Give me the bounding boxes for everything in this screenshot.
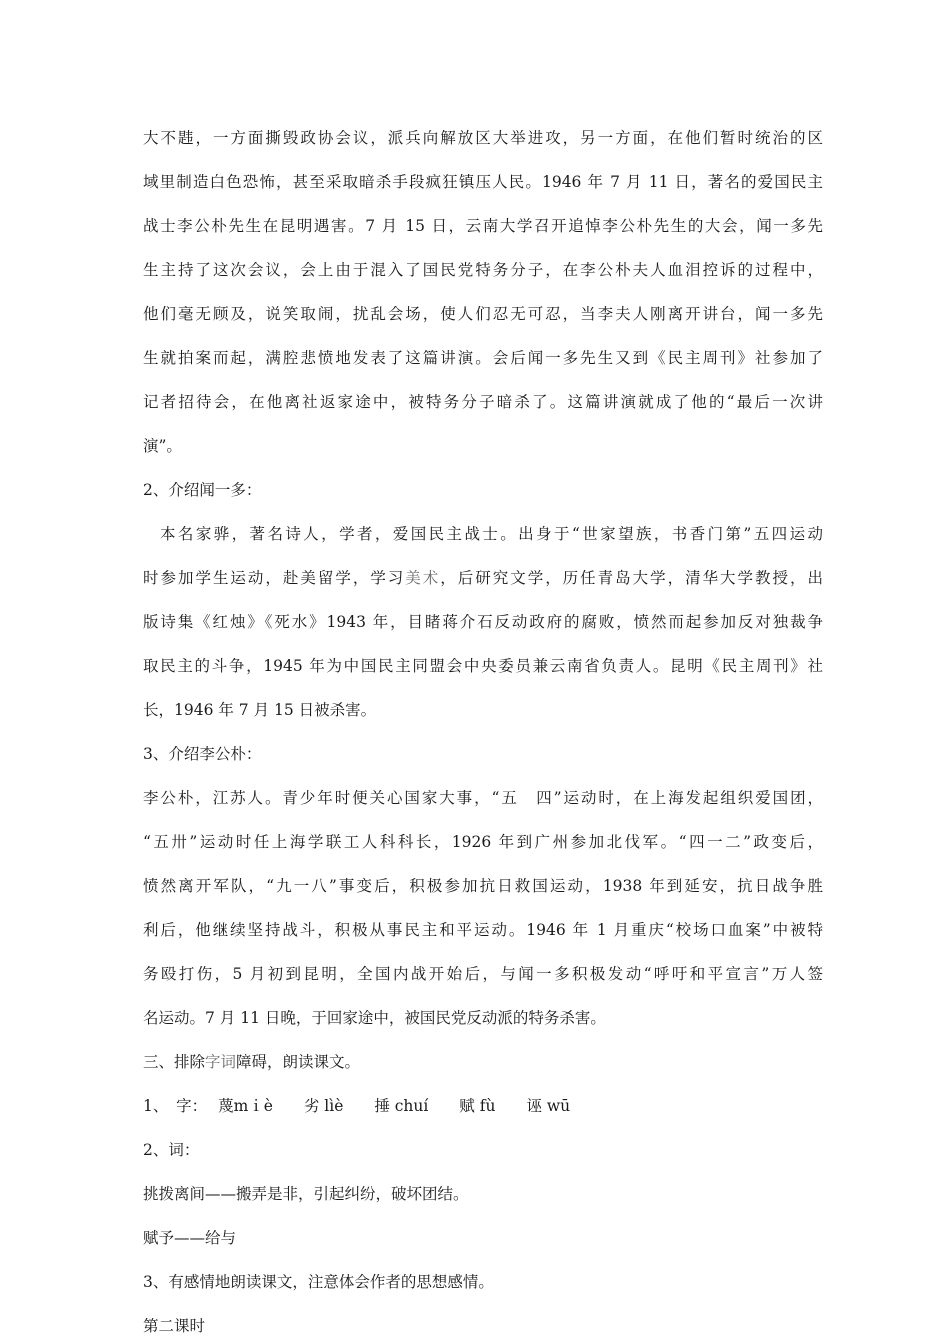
pinyin-item: 诬 wū <box>526 1097 571 1115</box>
paragraph-line: 本名家骅，著名诗人，学者，爱国民主战士。出身于“世家望族，书香门第”五四运动 <box>160 525 823 543</box>
paragraph-line: 他们毫无顾及，说笑取闹，扰乱会场，使人们忍无可忍，当李夫人刚离开讲台，闻一多先 <box>143 305 823 323</box>
pinyin-item: 赋 fù <box>459 1097 496 1115</box>
paragraph-line: 域里制造白色恐怖，甚至采取暗杀手段疯狂镇压人民。1946 年 7 月 11 日，著名的爱国民主 <box>143 173 823 191</box>
paragraph-line: 时参加学生运动，赴美留学，学习美术，后研究文学，历任青岛大学，清华大学教授，出 <box>143 569 823 587</box>
words-heading: 2、词： <box>143 1141 200 1159</box>
section-heading-wen-yiduo: 2、介绍闻一多： <box>143 481 262 499</box>
paragraph-line: 战士李公朴先生在昆明遇害。7 月 15 日，云南大学召开追悼李公朴先生的大会，闻一多先 <box>143 217 823 235</box>
paragraph-line: 取民主的斗争，1945 年为中国民主同盟会中央委员兼云南省负责人。昆明《民主周刊》社 <box>143 657 823 675</box>
pinyin-line <box>143 1095 823 1117</box>
reading-instruction: 3、有感情地朗读课文，注意体会作者的思想感情。 <box>143 1273 494 1291</box>
paragraph-line: 生就拍案而起，满腔悲愤地发表了这篇讲演。会后闻一多先生又到《民主周刊》社参加了 <box>143 349 823 367</box>
pinyin-item: 劣 lìè <box>303 1097 344 1115</box>
paragraph-line: 愤然离开军队，“九一八”事变后，积极参加抗日救国运动，1938 年到延安，抗日战争胜 <box>143 877 823 895</box>
paragraph-line: “五卅”运动时任上海学联工人科科长，1926 年到广州参加北伐军。“四一二”政变后， <box>143 833 823 851</box>
paragraph-line: 长，1946 年 7 月 15 日被杀害。 <box>143 701 377 719</box>
next-lesson-heading: 第二课时 <box>143 1317 206 1335</box>
paragraph-line: 利后，他继续坚持战斗，积极从事民主和平运动。1946 年 1 月重庆“校场口血案”中被特 <box>143 921 823 939</box>
paragraph-line: 大不韪，一方面撕毁政协会议，派兵向解放区大举进攻，另一方面，在他们暂时统治的区 <box>143 129 823 147</box>
paragraph-line: 演”。 <box>143 437 182 455</box>
paragraph-line: 名运动。7 月 11 日晚，于回家途中，被国民党反动派的特务杀害。 <box>143 1009 606 1027</box>
highlighted-term: 美术 <box>405 569 441 587</box>
paragraph-line: 李公朴，江苏人。青少年时便关心国家大事，“五 四”运动时，在上海发起组织爱国团， <box>143 789 823 807</box>
pinyin-item: 捶 chuí <box>374 1097 429 1115</box>
part-three-heading: 三、排除字词障碍，朗读课文。 <box>143 1053 361 1071</box>
paragraph-line: 生主持了这次会议，会上由于混入了国民党特务分子，在李公朴夫人血泪控诉的过程中， <box>143 261 823 279</box>
word-definition: 挑拨离间——搬弄是非，引起纠纷，破坏团结。 <box>143 1185 469 1203</box>
highlighted-term: 字词 <box>205 1053 237 1071</box>
word-definition: 赋予——给与 <box>143 1229 237 1247</box>
paragraph-line: 版诗集《红烛》《死水》1943 年，目睹蒋介石反动政府的腐败，愤然而起参加反对独裁争 <box>143 613 823 631</box>
chars-label: 1、 字： <box>143 1097 208 1115</box>
pinyin-item: 蔑mｉè <box>218 1097 273 1115</box>
paragraph-line: 记者招待会，在他离社返家途中，被特务分子暗杀了。这篇讲演就成了他的“最后一次讲 <box>143 393 823 411</box>
paragraph-line: 务殴打伤，5 月初到昆明，全国内战开始后，与闻一多积极发动“呼吁和平宣言”万人签 <box>143 965 823 983</box>
section-heading-li-gongpu: 3、介绍李公朴： <box>143 745 262 763</box>
